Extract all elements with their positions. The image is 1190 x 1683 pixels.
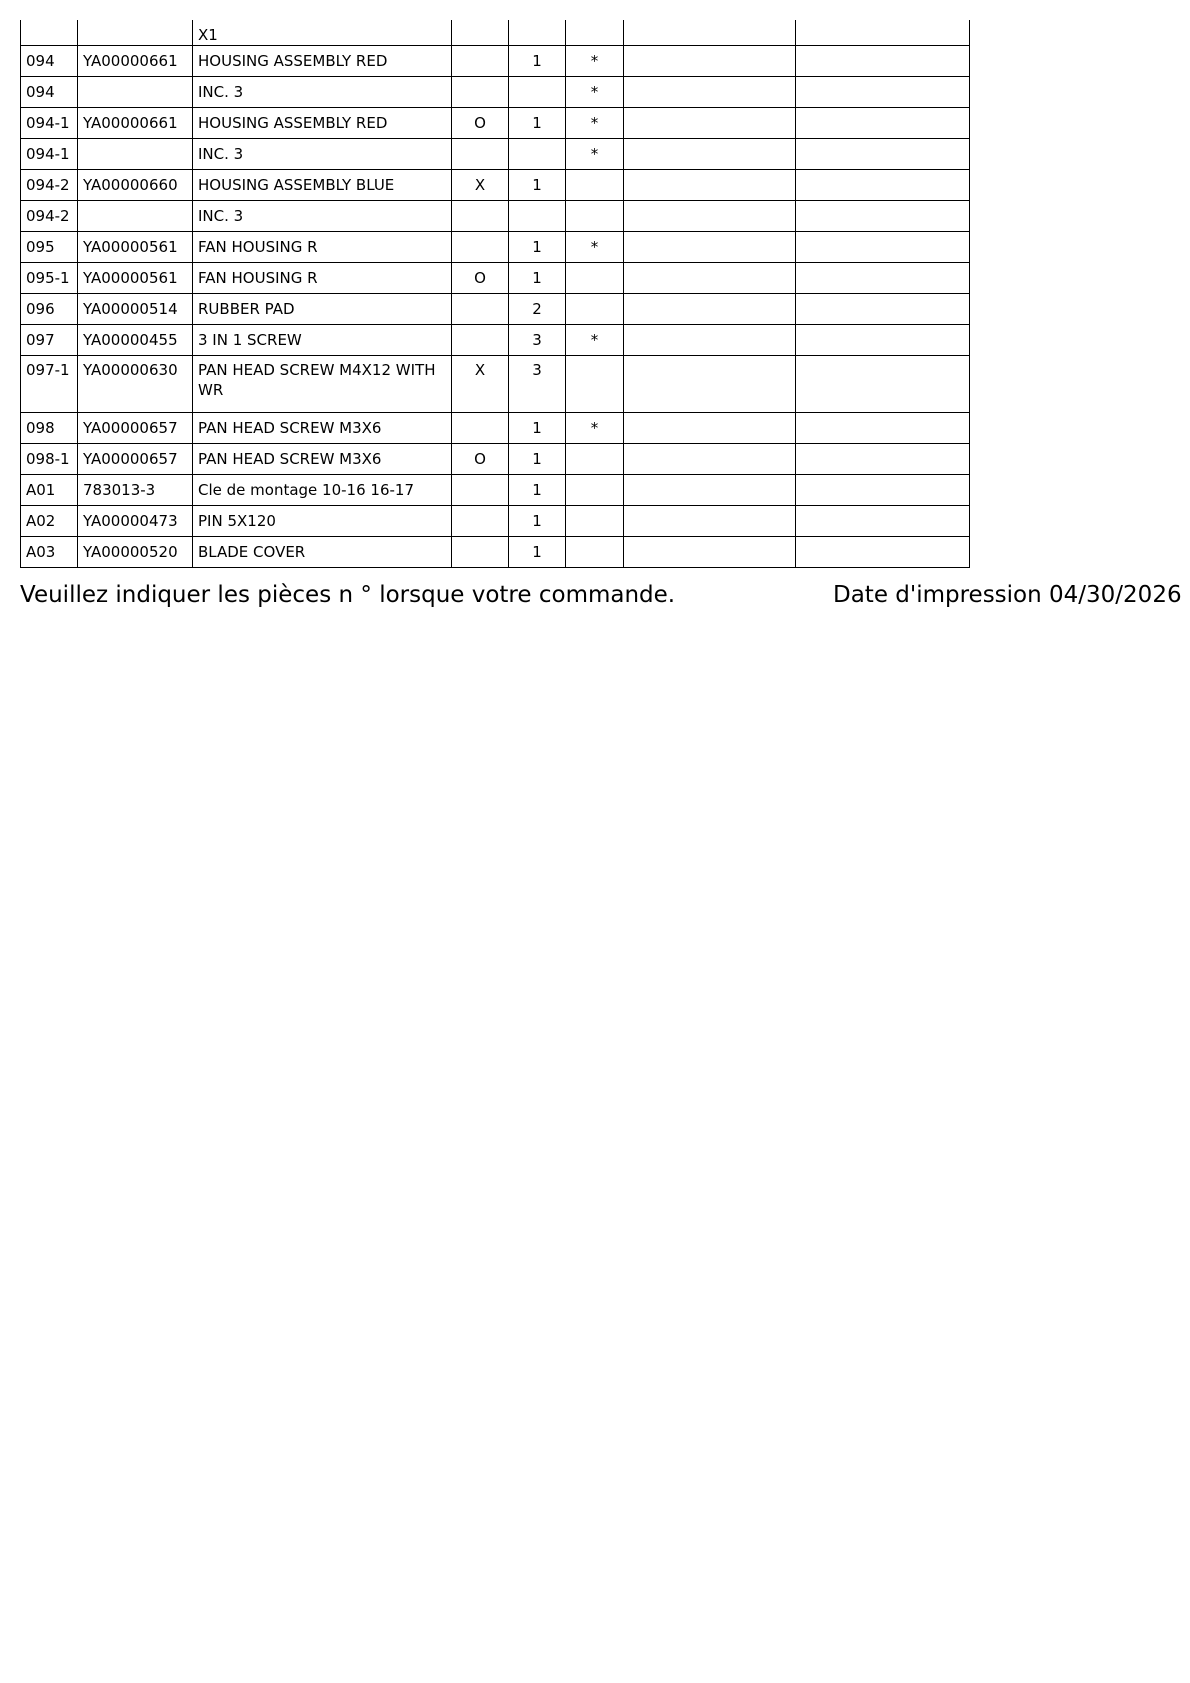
blank-cell <box>796 325 970 356</box>
parts-table <box>20 20 970 568</box>
item-number-cell: 096 <box>21 294 78 325</box>
item-number-cell: 094 <box>21 46 78 77</box>
option-cell <box>452 475 509 506</box>
item-number-cell: 095 <box>21 232 78 263</box>
description-cell: RUBBER PAD <box>193 294 452 325</box>
blank-cell <box>624 139 796 170</box>
option-cell <box>452 232 509 263</box>
part-number-cell: YA00000473 <box>78 506 193 537</box>
quantity-cell: 1 <box>509 537 566 568</box>
item-number-cell: 098 <box>21 413 78 444</box>
blank-cell <box>624 263 796 294</box>
marker-cell <box>566 201 624 232</box>
item-number-cell <box>21 20 78 46</box>
blank-cell <box>796 46 970 77</box>
quantity-cell <box>509 20 566 46</box>
blank-cell <box>624 444 796 475</box>
part-number-cell: YA00000514 <box>78 294 193 325</box>
quantity-cell: 1 <box>509 413 566 444</box>
description-cell: HOUSING ASSEMBLY BLUE <box>193 170 452 201</box>
order-instruction-note: Veuillez indiquer les pièces n ° lorsque votre commande. <box>20 582 676 608</box>
table-row <box>21 232 970 263</box>
quantity-cell <box>509 77 566 108</box>
part-number-cell: YA00000630 <box>78 356 193 413</box>
item-number-cell: 094 <box>21 77 78 108</box>
item-number-cell: 097 <box>21 325 78 356</box>
option-cell: X <box>452 170 509 201</box>
option-cell: O <box>452 108 509 139</box>
description-cell: HOUSING ASSEMBLY RED <box>193 46 452 77</box>
part-number-cell: YA00000520 <box>78 537 193 568</box>
description-cell: PAN HEAD SCREW M3X6 <box>193 413 452 444</box>
table-row <box>21 108 970 139</box>
option-cell <box>452 20 509 46</box>
part-number-cell <box>78 20 193 46</box>
blank-cell <box>796 294 970 325</box>
quantity-cell: 1 <box>509 232 566 263</box>
blank-cell <box>796 108 970 139</box>
print-date: Date d'impression 04/30/2026 <box>833 582 1182 608</box>
blank-cell <box>796 356 970 413</box>
part-number-cell: YA00000561 <box>78 263 193 294</box>
marker-cell: * <box>566 46 624 77</box>
part-number-cell: YA00000561 <box>78 232 193 263</box>
description-cell: BLADE COVER <box>193 537 452 568</box>
table-row <box>21 46 970 77</box>
item-number-cell: 098-1 <box>21 444 78 475</box>
blank-cell <box>624 475 796 506</box>
part-number-cell: 783013-3 <box>78 475 193 506</box>
item-number-cell: A01 <box>21 475 78 506</box>
blank-cell <box>624 108 796 139</box>
part-number-cell: YA00000455 <box>78 325 193 356</box>
table-row <box>21 201 970 232</box>
blank-cell <box>624 46 796 77</box>
table-row <box>21 294 970 325</box>
quantity-cell: 1 <box>509 444 566 475</box>
option-cell <box>452 325 509 356</box>
blank-cell <box>796 475 970 506</box>
description-cell: 3 IN 1 SCREW <box>193 325 452 356</box>
table-row <box>21 139 970 170</box>
blank-cell <box>624 232 796 263</box>
parts-table-body <box>21 20 970 568</box>
part-number-cell <box>78 77 193 108</box>
blank-cell <box>624 325 796 356</box>
blank-cell <box>624 413 796 444</box>
option-cell <box>452 77 509 108</box>
part-number-cell: YA00000661 <box>78 46 193 77</box>
description-cell: PIN 5X120 <box>193 506 452 537</box>
blank-cell <box>796 232 970 263</box>
part-number-cell <box>78 139 193 170</box>
item-number-cell: 094-2 <box>21 170 78 201</box>
blank-cell <box>796 413 970 444</box>
description-cell: FAN HOUSING R <box>193 232 452 263</box>
table-row <box>21 356 970 413</box>
blank-cell <box>624 294 796 325</box>
item-number-cell: 094-1 <box>21 108 78 139</box>
marker-cell: * <box>566 139 624 170</box>
option-cell <box>452 537 509 568</box>
part-number-cell: YA00000660 <box>78 170 193 201</box>
option-cell <box>452 294 509 325</box>
table-row <box>21 77 970 108</box>
marker-cell: * <box>566 325 624 356</box>
quantity-cell <box>509 201 566 232</box>
marker-cell <box>566 356 624 413</box>
description-cell: INC. 3 <box>193 77 452 108</box>
blank-cell <box>624 201 796 232</box>
marker-cell <box>566 294 624 325</box>
option-cell <box>452 139 509 170</box>
quantity-cell: 1 <box>509 475 566 506</box>
quantity-cell: 1 <box>509 46 566 77</box>
marker-cell: * <box>566 108 624 139</box>
description-cell: INC. 3 <box>193 201 452 232</box>
blank-cell <box>796 537 970 568</box>
option-cell <box>452 506 509 537</box>
blank-cell <box>624 77 796 108</box>
table-row <box>21 20 970 46</box>
table-row <box>21 263 970 294</box>
description-cell: PAN HEAD SCREW M3X6 <box>193 444 452 475</box>
option-cell <box>452 413 509 444</box>
blank-cell <box>796 201 970 232</box>
table-row <box>21 325 970 356</box>
description-cell: FAN HOUSING R <box>193 263 452 294</box>
quantity-cell: 1 <box>509 263 566 294</box>
marker-cell <box>566 170 624 201</box>
part-number-cell <box>78 201 193 232</box>
description-cell: HOUSING ASSEMBLY RED <box>193 108 452 139</box>
blank-cell <box>624 20 796 46</box>
quantity-cell: 2 <box>509 294 566 325</box>
description-cell: PAN HEAD SCREW M4X12 WITH WR <box>193 356 452 413</box>
blank-cell <box>624 170 796 201</box>
blank-cell <box>624 506 796 537</box>
option-cell: O <box>452 444 509 475</box>
marker-cell: * <box>566 232 624 263</box>
table-row <box>21 475 970 506</box>
quantity-cell <box>509 139 566 170</box>
quantity-cell: 3 <box>509 325 566 356</box>
description-cell: X1 <box>193 20 452 46</box>
blank-cell <box>796 444 970 475</box>
blank-cell <box>796 20 970 46</box>
part-number-cell: YA00000657 <box>78 444 193 475</box>
blank-cell <box>796 506 970 537</box>
quantity-cell: 1 <box>509 170 566 201</box>
item-number-cell: A02 <box>21 506 78 537</box>
blank-cell <box>796 263 970 294</box>
part-number-cell: YA00000657 <box>78 413 193 444</box>
marker-cell <box>566 506 624 537</box>
quantity-cell: 1 <box>509 108 566 139</box>
blank-cell <box>796 170 970 201</box>
item-number-cell: 095-1 <box>21 263 78 294</box>
description-cell: Cle de montage 10-16 16-17 <box>193 475 452 506</box>
option-cell <box>452 46 509 77</box>
marker-cell <box>566 20 624 46</box>
option-cell: X <box>452 356 509 413</box>
blank-cell <box>624 356 796 413</box>
item-number-cell: 094-1 <box>21 139 78 170</box>
item-number-cell: 094-2 <box>21 201 78 232</box>
item-number-cell: 097-1 <box>21 356 78 413</box>
part-number-cell: YA00000661 <box>78 108 193 139</box>
option-cell: O <box>452 263 509 294</box>
marker-cell <box>566 263 624 294</box>
option-cell <box>452 201 509 232</box>
item-number-cell: A03 <box>21 537 78 568</box>
blank-cell <box>624 537 796 568</box>
table-row <box>21 170 970 201</box>
description-cell: INC. 3 <box>193 139 452 170</box>
marker-cell <box>566 444 624 475</box>
table-row <box>21 537 970 568</box>
blank-cell <box>796 77 970 108</box>
marker-cell <box>566 475 624 506</box>
quantity-cell: 3 <box>509 356 566 413</box>
quantity-cell: 1 <box>509 506 566 537</box>
table-row <box>21 506 970 537</box>
marker-cell: * <box>566 413 624 444</box>
marker-cell: * <box>566 77 624 108</box>
table-row <box>21 444 970 475</box>
marker-cell <box>566 537 624 568</box>
table-row <box>21 413 970 444</box>
blank-cell <box>796 139 970 170</box>
